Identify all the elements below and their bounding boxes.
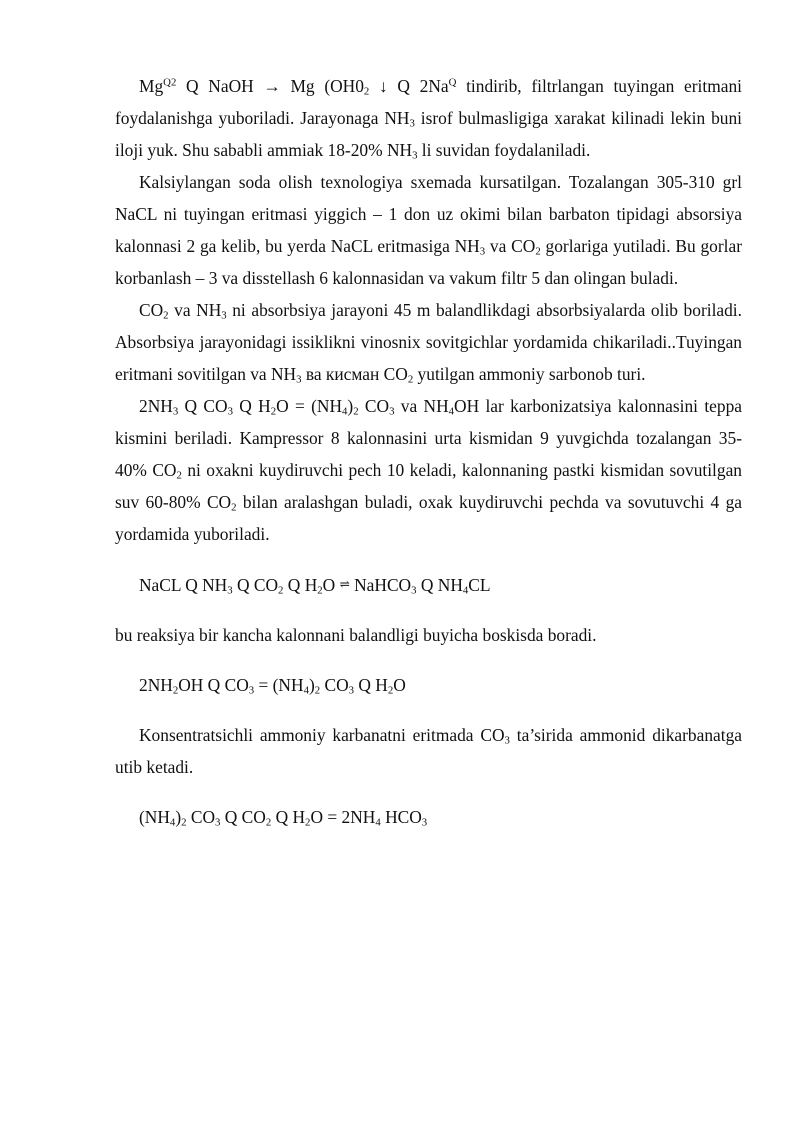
body-text: CO	[139, 300, 164, 320]
equation-sodium-bicarbonate	[115, 568, 742, 601]
equation-text: CL	[468, 575, 491, 596]
paragraph-reaction-note: bu reaksiya bir kancha kalonnani balandligi buyicha boskisda boradi.	[115, 625, 597, 646]
body-text: va NH	[168, 300, 222, 320]
formula-sub: 3	[248, 684, 255, 697]
formula-sub: 3	[409, 117, 415, 130]
equation-text: )	[175, 807, 182, 828]
formula-sub: 2	[163, 309, 169, 322]
body-text: Q CO	[178, 396, 228, 416]
body-text: tindirib, filtrlangan tuyingan eritmani foydalanishga yuboriladi. Jarayonaga NH	[115, 76, 742, 128]
formula-sub: 4	[462, 584, 469, 597]
formula-sup: Q	[448, 76, 457, 89]
body-text: Q H	[232, 396, 271, 416]
body-text: 2NH	[139, 396, 173, 416]
document-page	[115, 70, 742, 851]
formula-text: Mg	[139, 76, 164, 96]
body-text: )	[347, 396, 354, 416]
equation-text: O	[393, 675, 406, 696]
formula-sub: 2	[353, 405, 359, 418]
formula-sub: 3	[227, 584, 233, 597]
body-text: O = (NH	[276, 396, 343, 416]
formula-sub: 4	[342, 405, 348, 418]
formula-sub: 3	[221, 309, 227, 322]
equation-text: Q H	[271, 807, 306, 828]
equation-text: CO	[186, 807, 216, 828]
paragraph-technology-scheme	[115, 166, 742, 294]
body-text: isrof bulmasligiga xarakat kilinadi lekin buni iloji yuk. Shu sababli ammiak 18-20% NH	[115, 108, 743, 160]
formula-sub: 2	[317, 584, 323, 597]
formula-sub: 3	[412, 149, 418, 162]
formula-sub: 3	[421, 816, 428, 829]
formula-sub: 2	[181, 816, 187, 829]
formula-sub: 2	[363, 85, 370, 98]
equation-text: Q CO	[220, 807, 266, 828]
body-text: Kalsiylangan soda olish texnologiya sxemada kursatilgan. Tozalangan 305-310 grl NaCL ni tuyingan eritmasi yiggich – 1 don uz okimi bilan barbaton tipidagi absorsiya kalonnasi 2 ga kelib, bu yerda NaCL eritmasiga NH	[115, 172, 742, 256]
equation-text: = (NH	[254, 675, 304, 696]
paragraph-absorption	[115, 294, 742, 390]
equation-text: Q H	[283, 575, 318, 596]
body-text: ni absorbsiya jarayoni 45 m balandlikdagi absorbsiyalarda olib boriladi. Absorbsiya jarayonidagi issiklikni vinosnix sovitgichlar yordamida chikariladi..Tuyingan eritmani sovitilgan va NH	[115, 300, 742, 384]
equation-text: HCO	[380, 807, 422, 828]
formula-sub: 4	[448, 405, 455, 418]
body-text: Konsentratsichli ammoniy karbanatni eritmada CO	[139, 725, 505, 746]
formula-sub: 4	[303, 684, 309, 697]
body-text: va NH	[394, 396, 449, 416]
body-text: ni oxakni kuydiruvchi pech 10 keladi, kalonnaning pastki kismidan sovutilgan suv 60-80% CO	[115, 460, 742, 512]
equation-text: OH Q CO	[178, 675, 249, 696]
body-text: bilan aralashgan buladi, oxak kuydiruvchi pechda va sovutuvchi 4 ga yordamida yuboriladi.	[115, 492, 742, 544]
formula-sub: 2	[278, 584, 284, 597]
formula-sub: 3	[296, 373, 302, 386]
formula-sub: 2	[387, 684, 394, 697]
formula-sup: Q2	[163, 76, 177, 89]
equation-ammonium-carbonate	[115, 669, 742, 701]
formula-sub: 2	[172, 684, 179, 697]
formula-sub: 3	[348, 684, 355, 697]
body-text: va CO	[485, 236, 536, 256]
formula-sub: 3	[411, 584, 417, 597]
formula-text: ↓ Q 2Na	[369, 76, 449, 96]
equation-text: NaHCO	[349, 575, 412, 596]
formula-sub: 2	[305, 816, 311, 829]
body-text: ва кисман CO	[301, 364, 408, 384]
formula-sub: 2	[270, 405, 277, 418]
paragraph-carbonization	[115, 390, 742, 550]
formula-sub: 2	[176, 469, 182, 482]
body-text: gorlariga yutiladi. Bu gorlar korbanlash – 3 va disstellash 6 kalonnasidan va vakum filtr 5 dan olingan buladi.	[115, 236, 742, 288]
body-text: li suvidan foydalaniladi.	[417, 140, 591, 160]
equation-text: NaCL Q NH	[139, 575, 228, 596]
equation-text: Q H	[354, 675, 388, 696]
formula-sub: 3	[479, 245, 486, 258]
body-text: ta’sirida ammonid dikarbanatga utib ketadi.	[115, 725, 743, 778]
paragraph-concentration	[115, 719, 742, 783]
body-text: OH lar karbonizatsiya kalonnasini teppa kismini beriladi. Kampressor 8 kalonnasini urta kismidan 9 yuvgichda tozalangan 35-40% CO	[115, 396, 742, 480]
formula-sub: 3	[227, 405, 233, 418]
body-text: yutilgan ammoniy sarbonob turi.	[413, 364, 646, 384]
formula-sub: 3	[389, 405, 395, 418]
equilibrium-arrow-icon: ⇌	[339, 577, 350, 591]
equation-text: O	[322, 575, 340, 596]
formula-text: Q NaOH → Mg (OH0	[176, 76, 364, 96]
formula-sub: 2	[231, 501, 237, 514]
formula-sub: 4	[375, 816, 381, 829]
formula-sub: 2	[265, 816, 272, 829]
body-text: CO	[358, 396, 390, 416]
equation-text: CO	[320, 675, 349, 696]
equation-text: Q NH	[416, 575, 463, 596]
equation-text: O = 2NH	[310, 807, 376, 828]
equation-text: 2NH	[139, 675, 173, 696]
formula-sub: 2	[407, 373, 414, 386]
equation-text: (NH	[139, 807, 170, 828]
equation-text: Q CO	[232, 575, 279, 596]
equation-text: )	[308, 675, 315, 696]
formula-sub: 3	[172, 405, 179, 418]
formula-sub: 3	[504, 734, 510, 747]
formula-sub: 2	[535, 245, 541, 258]
equation-ammonium-bicarbonate	[115, 801, 742, 833]
formula-sub: 3	[215, 816, 221, 829]
formula-sub: 2	[314, 684, 321, 697]
paragraph-filtration	[115, 70, 742, 166]
formula-sub: 4	[169, 816, 176, 829]
